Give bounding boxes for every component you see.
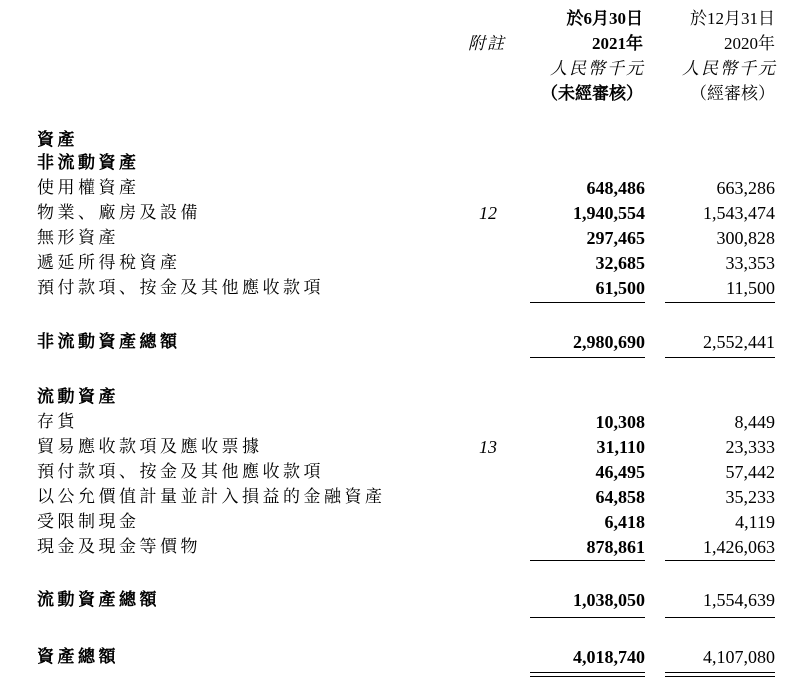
total-current: 2,980,690 [573,332,645,352]
total-assets-label: 資產總額 [37,647,119,667]
value-current: 46,495 [595,462,645,482]
total-assets-prior: 4,107,080 [703,647,775,667]
line-item-label: 物業、廠房及設備 [37,203,201,223]
prior-period-audit-status: （經審核） [690,84,775,103]
value-prior: 300,828 [716,228,775,248]
total-current: 1,038,050 [573,590,645,610]
non-current-assets-total-row [0,330,800,355]
total-rule [665,357,775,358]
line-item-label: 受限制現金 [37,512,140,532]
subtotal-rule [530,302,645,303]
line-item-label: 以公允價值計量並計入損益的金融資產 [37,487,386,507]
subtotal-rule [665,302,775,303]
total-rule [530,357,645,358]
current-assets-heading: 流動資產 [37,387,119,407]
total-label: 非流動資產總額 [37,332,181,352]
line-item-label: 現金及現金等價物 [37,537,201,557]
value-prior: 1,426,063 [703,537,775,557]
double-rule-bottom [665,676,775,677]
total-rule [530,617,645,618]
current-assets-total-row [0,588,800,613]
prior-period-date: 於12月31日 [690,9,775,28]
line-item-label: 無形資產 [37,228,119,248]
value-prior: 23,333 [725,437,775,457]
line-item-row [0,535,800,560]
current-period-audit-status: （未經審核） [541,84,643,103]
value-current: 648,486 [586,178,645,198]
value-current: 61,500 [595,278,645,298]
line-item-row [0,410,800,435]
line-item-label: 遞延所得稅資產 [37,253,181,273]
value-prior: 8,449 [734,412,775,432]
line-item-row [0,226,800,251]
value-current: 32,685 [595,253,645,273]
value-prior: 57,442 [725,462,775,482]
total-assets-current: 4,018,740 [573,647,645,667]
current-period-date: 於6月30日 [566,9,643,28]
line-item-label: 貿易應收款項及應收票據 [37,437,263,457]
assets-heading-row [0,128,800,153]
total-prior: 1,554,639 [703,590,775,610]
current-assets-heading-row [0,385,800,410]
line-item-row [0,510,800,535]
line-item-label: 預付款項、按金及其他應收款項 [37,462,324,482]
total-prior: 2,552,441 [703,332,775,352]
double-rule-bottom [530,676,645,677]
value-current: 6,418 [604,512,645,532]
line-item-label: 預付款項、按金及其他應收款項 [37,278,324,298]
subtotal-rule [665,560,775,561]
value-current: 1,940,554 [573,203,645,223]
subtotal-rule [530,560,645,561]
non-current-assets-heading-row [0,151,800,176]
value-current: 297,465 [586,228,645,248]
line-item-row [0,251,800,276]
line-item-row [0,460,800,485]
note-ref: 12 [479,203,497,223]
value-prior: 35,233 [725,487,775,507]
current-period-unit: 人民幣千元 [550,59,645,78]
assets-heading: 資產 [37,130,78,150]
line-item-label: 存貨 [37,412,78,432]
total-rule [665,617,775,618]
total-label: 流動資產總額 [37,590,160,610]
value-prior: 33,353 [725,253,775,273]
value-prior: 1,543,474 [703,203,775,223]
value-current: 10,308 [595,412,645,432]
line-item-row [0,201,800,226]
prior-period-year: 2020年 [724,34,775,53]
current-period-year: 2021年 [592,34,643,53]
prior-period-unit: 人民幣千元 [682,59,777,78]
line-item-row [0,435,800,460]
value-current: 878,861 [586,537,645,557]
double-rule-top [665,672,775,673]
line-item-row [0,485,800,510]
line-item-label: 使用權資產 [37,178,140,198]
value-prior: 663,286 [716,178,775,198]
note-ref: 13 [479,437,497,457]
total-assets-row [0,645,800,670]
double-rule-top [530,672,645,673]
note-column-header: 附註 [468,34,506,53]
non-current-assets-heading: 非流動資產 [37,153,140,173]
value-current: 64,858 [595,487,645,507]
line-item-row [0,176,800,201]
value-prior: 11,500 [726,278,775,298]
line-item-row [0,276,800,301]
value-prior: 4,119 [735,512,775,532]
value-current: 31,110 [596,437,645,457]
